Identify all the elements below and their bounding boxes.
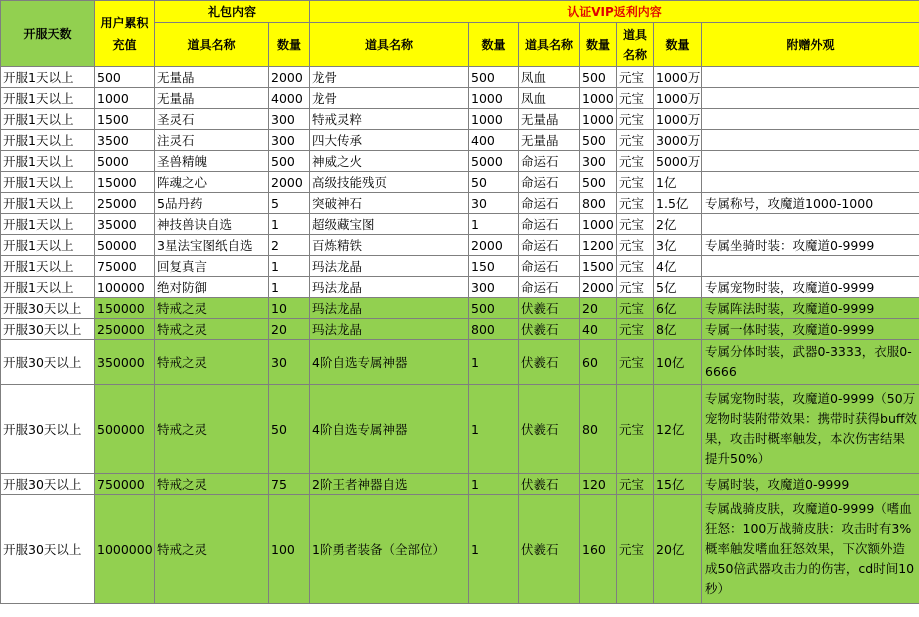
row-recharge: 350000 bbox=[95, 340, 155, 385]
row-gift-qty: 1 bbox=[269, 277, 310, 298]
row-gift-qty: 50 bbox=[269, 385, 310, 474]
row-vip2-item: 凤血 bbox=[519, 67, 580, 88]
table-row bbox=[1, 385, 919, 474]
row-vip2-item: 命运石 bbox=[519, 277, 580, 298]
table-row bbox=[1, 151, 919, 172]
row-gift-qty: 75 bbox=[269, 474, 310, 495]
row-vip2-qty: 80 bbox=[580, 385, 617, 474]
row-vip3-qty: 6亿 bbox=[654, 298, 702, 319]
row-recharge: 25000 bbox=[95, 193, 155, 214]
row-vip1-qty: 800 bbox=[469, 319, 519, 340]
row-vip2-qty: 500 bbox=[580, 67, 617, 88]
row-gift-item: 特戒之灵 bbox=[155, 385, 269, 474]
row-day: 开服30天以上 bbox=[1, 495, 95, 604]
row-day: 开服1天以上 bbox=[1, 109, 95, 130]
row-gift-qty: 100 bbox=[269, 495, 310, 604]
row-vip2-item: 命运石 bbox=[519, 256, 580, 277]
row-vip2-qty: 60 bbox=[580, 340, 617, 385]
row-vip1-item: 神威之火 bbox=[310, 151, 469, 172]
table-row bbox=[1, 474, 919, 495]
row-vip3-item: 元宝 bbox=[617, 172, 654, 193]
row-vip3-item: 元宝 bbox=[617, 193, 654, 214]
row-extra: 专属称号，攻魔道1000-1000 bbox=[702, 193, 919, 214]
row-extra bbox=[702, 88, 919, 109]
header-vip3-qty: 数量 bbox=[654, 23, 702, 67]
row-vip3-item: 元宝 bbox=[617, 277, 654, 298]
row-vip2-qty: 1000 bbox=[580, 214, 617, 235]
table-row bbox=[1, 193, 919, 214]
row-vip3-item: 元宝 bbox=[617, 235, 654, 256]
row-recharge: 5000 bbox=[95, 151, 155, 172]
header-gift-qty: 数量 bbox=[269, 23, 310, 67]
row-vip1-item: 玛法龙晶 bbox=[310, 298, 469, 319]
row-vip1-qty: 30 bbox=[469, 193, 519, 214]
row-vip2-qty: 300 bbox=[580, 151, 617, 172]
row-vip3-qty: 5亿 bbox=[654, 277, 702, 298]
row-extra: 专属阵法时装，攻魔道0-9999 bbox=[702, 298, 919, 319]
row-gift-qty: 10 bbox=[269, 298, 310, 319]
row-recharge: 1000000 bbox=[95, 495, 155, 604]
table-row bbox=[1, 109, 919, 130]
row-vip3-item: 元宝 bbox=[617, 340, 654, 385]
row-gift-item: 特戒之灵 bbox=[155, 340, 269, 385]
row-gift-item: 5品丹药 bbox=[155, 193, 269, 214]
row-day: 开服30天以上 bbox=[1, 474, 95, 495]
row-vip3-item: 元宝 bbox=[617, 319, 654, 340]
row-gift-qty: 1 bbox=[269, 214, 310, 235]
row-vip1-item: 玛法龙晶 bbox=[310, 277, 469, 298]
row-vip1-qty: 1000 bbox=[469, 109, 519, 130]
table-row bbox=[1, 495, 919, 604]
row-vip2-item: 伏羲石 bbox=[519, 385, 580, 474]
row-vip1-qty: 1000 bbox=[469, 88, 519, 109]
row-vip2-qty: 160 bbox=[580, 495, 617, 604]
row-gift-qty: 2000 bbox=[269, 172, 310, 193]
row-vip2-item: 伏羲石 bbox=[519, 319, 580, 340]
row-gift-qty: 300 bbox=[269, 130, 310, 151]
row-vip1-qty: 1 bbox=[469, 340, 519, 385]
row-gift-qty: 300 bbox=[269, 109, 310, 130]
row-day: 开服1天以上 bbox=[1, 151, 95, 172]
row-vip2-item: 无量晶 bbox=[519, 109, 580, 130]
row-gift-item: 圣兽精魄 bbox=[155, 151, 269, 172]
row-vip1-item: 百炼精铁 bbox=[310, 235, 469, 256]
table-row bbox=[1, 298, 919, 319]
row-vip2-item: 凤血 bbox=[519, 88, 580, 109]
row-vip3-item: 元宝 bbox=[617, 130, 654, 151]
table-row bbox=[1, 319, 919, 340]
row-vip2-item: 命运石 bbox=[519, 172, 580, 193]
row-vip2-item: 命运石 bbox=[519, 214, 580, 235]
row-vip2-item: 伏羲石 bbox=[519, 474, 580, 495]
header-gift-item-name: 道具名称 bbox=[155, 23, 269, 67]
header-vip1-qty: 数量 bbox=[469, 23, 519, 67]
row-vip1-qty: 1 bbox=[469, 474, 519, 495]
table-row bbox=[1, 235, 919, 256]
row-extra bbox=[702, 151, 919, 172]
header-vip3-item-name: 道具名称 bbox=[617, 23, 654, 67]
row-vip3-qty: 1000万 bbox=[654, 88, 702, 109]
row-gift-item: 3星法宝图纸自选 bbox=[155, 235, 269, 256]
row-vip3-qty: 1000万 bbox=[654, 109, 702, 130]
table-row bbox=[1, 130, 919, 151]
row-extra: 专属一体时装，攻魔道0-9999 bbox=[702, 319, 919, 340]
row-gift-qty: 1 bbox=[269, 256, 310, 277]
row-gift-item: 注灵石 bbox=[155, 130, 269, 151]
row-vip1-item: 高级技能残页 bbox=[310, 172, 469, 193]
table-body bbox=[1, 67, 919, 604]
row-vip1-item: 4阶自选专属神器 bbox=[310, 385, 469, 474]
row-recharge: 15000 bbox=[95, 172, 155, 193]
row-day: 开服1天以上 bbox=[1, 130, 95, 151]
row-gift-item: 特戒之灵 bbox=[155, 319, 269, 340]
row-extra: 专属坐骑时装：攻魔道0-9999 bbox=[702, 235, 919, 256]
row-vip3-item: 元宝 bbox=[617, 385, 654, 474]
row-vip1-item: 突破神石 bbox=[310, 193, 469, 214]
header-gift: 礼包内容 bbox=[155, 1, 310, 23]
row-vip1-item: 超级藏宝图 bbox=[310, 214, 469, 235]
row-vip1-qty: 150 bbox=[469, 256, 519, 277]
row-vip2-qty: 500 bbox=[580, 172, 617, 193]
row-vip3-item: 元宝 bbox=[617, 495, 654, 604]
row-vip1-item: 2阶王者神器自选 bbox=[310, 474, 469, 495]
row-gift-qty: 30 bbox=[269, 340, 310, 385]
row-vip3-qty: 12亿 bbox=[654, 385, 702, 474]
row-gift-qty: 2 bbox=[269, 235, 310, 256]
row-vip3-qty: 3亿 bbox=[654, 235, 702, 256]
row-vip3-qty: 20亿 bbox=[654, 495, 702, 604]
row-extra: 专属时装，攻魔道0-9999 bbox=[702, 474, 919, 495]
row-vip2-qty: 40 bbox=[580, 319, 617, 340]
row-vip2-item: 命运石 bbox=[519, 235, 580, 256]
row-vip1-item: 4阶自选专属神器 bbox=[310, 340, 469, 385]
row-vip2-qty: 1500 bbox=[580, 256, 617, 277]
row-vip3-item: 元宝 bbox=[617, 474, 654, 495]
row-vip3-qty: 1亿 bbox=[654, 172, 702, 193]
row-gift-item: 神技兽诀自选 bbox=[155, 214, 269, 235]
row-gift-qty: 2000 bbox=[269, 67, 310, 88]
row-extra bbox=[702, 214, 919, 235]
row-vip1-item: 玛法龙晶 bbox=[310, 256, 469, 277]
row-vip2-qty: 1200 bbox=[580, 235, 617, 256]
row-extra bbox=[702, 172, 919, 193]
row-vip1-qty: 1 bbox=[469, 385, 519, 474]
header-vip2-qty: 数量 bbox=[580, 23, 617, 67]
row-vip3-qty: 15亿 bbox=[654, 474, 702, 495]
row-vip1-qty: 1 bbox=[469, 214, 519, 235]
row-vip1-qty: 1 bbox=[469, 495, 519, 604]
row-recharge: 3500 bbox=[95, 130, 155, 151]
row-vip1-item: 四大传承 bbox=[310, 130, 469, 151]
row-vip2-item: 伏羲石 bbox=[519, 495, 580, 604]
table-row bbox=[1, 172, 919, 193]
row-vip3-qty: 1000万 bbox=[654, 67, 702, 88]
row-recharge: 250000 bbox=[95, 319, 155, 340]
row-recharge: 100000 bbox=[95, 277, 155, 298]
table-row bbox=[1, 277, 919, 298]
row-recharge: 35000 bbox=[95, 214, 155, 235]
row-day: 开服1天以上 bbox=[1, 67, 95, 88]
row-vip1-qty: 500 bbox=[469, 298, 519, 319]
row-recharge: 150000 bbox=[95, 298, 155, 319]
row-day: 开服1天以上 bbox=[1, 214, 95, 235]
row-vip3-item: 元宝 bbox=[617, 151, 654, 172]
row-extra: 专属宠物时装，攻魔道0-9999 bbox=[702, 277, 919, 298]
row-extra: 专属战骑皮肤，攻魔道0-9999（嗜血狂怒：100万战骑皮肤：攻击时有3%概率触发嗜血狂怒效果，下次额外造成50倍武器攻击力的伤害，cd时间10秒） bbox=[702, 495, 919, 604]
row-vip2-item: 无量晶 bbox=[519, 130, 580, 151]
row-day: 开服30天以上 bbox=[1, 340, 95, 385]
row-vip3-item: 元宝 bbox=[617, 298, 654, 319]
row-gift-qty: 20 bbox=[269, 319, 310, 340]
header-extra: 附赠外观 bbox=[702, 23, 919, 67]
row-vip1-qty: 50 bbox=[469, 172, 519, 193]
row-vip1-item: 龙骨 bbox=[310, 67, 469, 88]
row-vip1-item: 玛法龙晶 bbox=[310, 319, 469, 340]
header-vip1-item-name: 道具名称 bbox=[310, 23, 469, 67]
row-gift-qty: 500 bbox=[269, 151, 310, 172]
row-extra bbox=[702, 109, 919, 130]
row-recharge: 750000 bbox=[95, 474, 155, 495]
row-day: 开服1天以上 bbox=[1, 256, 95, 277]
row-vip3-qty: 1.5亿 bbox=[654, 193, 702, 214]
table-row bbox=[1, 88, 919, 109]
row-vip2-qty: 500 bbox=[580, 130, 617, 151]
row-day: 开服1天以上 bbox=[1, 172, 95, 193]
row-day: 开服1天以上 bbox=[1, 277, 95, 298]
row-vip1-qty: 300 bbox=[469, 277, 519, 298]
row-vip2-qty: 1000 bbox=[580, 88, 617, 109]
row-vip1-qty: 5000 bbox=[469, 151, 519, 172]
row-day: 开服1天以上 bbox=[1, 235, 95, 256]
row-gift-item: 特戒之灵 bbox=[155, 495, 269, 604]
header-vip2-item-name: 道具名称 bbox=[519, 23, 580, 67]
row-gift-qty: 4000 bbox=[269, 88, 310, 109]
row-day: 开服30天以上 bbox=[1, 298, 95, 319]
row-recharge: 1500 bbox=[95, 109, 155, 130]
row-vip3-qty: 2亿 bbox=[654, 214, 702, 235]
row-day: 开服30天以上 bbox=[1, 385, 95, 474]
row-recharge: 500000 bbox=[95, 385, 155, 474]
row-vip3-qty: 10亿 bbox=[654, 340, 702, 385]
row-vip2-qty: 20 bbox=[580, 298, 617, 319]
row-extra: 专属宠物时装，攻魔道0-9999（50万宠物时装附带效果：携带时获得buff效果，攻击时概率触发，本次伤害结果提升50%） bbox=[702, 385, 919, 474]
row-vip2-item: 命运石 bbox=[519, 193, 580, 214]
row-vip2-qty: 120 bbox=[580, 474, 617, 495]
row-vip3-item: 元宝 bbox=[617, 67, 654, 88]
row-vip1-item: 1阶勇者装备（全部位） bbox=[310, 495, 469, 604]
row-vip2-qty: 2000 bbox=[580, 277, 617, 298]
header-days: 开服天数 bbox=[1, 1, 95, 67]
row-gift-item: 无量晶 bbox=[155, 88, 269, 109]
row-extra bbox=[702, 130, 919, 151]
row-vip2-item: 伏羲石 bbox=[519, 298, 580, 319]
row-vip1-qty: 500 bbox=[469, 67, 519, 88]
row-vip3-qty: 4亿 bbox=[654, 256, 702, 277]
row-recharge: 75000 bbox=[95, 256, 155, 277]
row-extra: 专属分体时装，武器0-3333，衣服0-6666 bbox=[702, 340, 919, 385]
row-vip3-qty: 5000万 bbox=[654, 151, 702, 172]
row-vip1-qty: 400 bbox=[469, 130, 519, 151]
row-recharge: 1000 bbox=[95, 88, 155, 109]
row-day: 开服1天以上 bbox=[1, 88, 95, 109]
header-vip: 认证VIP返利内容 bbox=[310, 1, 919, 23]
row-day: 开服1天以上 bbox=[1, 193, 95, 214]
row-gift-qty: 5 bbox=[269, 193, 310, 214]
table-row bbox=[1, 340, 919, 385]
row-recharge: 50000 bbox=[95, 235, 155, 256]
row-gift-item: 阵魂之心 bbox=[155, 172, 269, 193]
table-row bbox=[1, 256, 919, 277]
row-vip1-qty: 2000 bbox=[469, 235, 519, 256]
row-recharge: 500 bbox=[95, 67, 155, 88]
row-vip3-qty: 3000万 bbox=[654, 130, 702, 151]
row-vip3-item: 元宝 bbox=[617, 88, 654, 109]
row-vip1-item: 龙骨 bbox=[310, 88, 469, 109]
row-gift-item: 圣灵石 bbox=[155, 109, 269, 130]
row-vip2-qty: 800 bbox=[580, 193, 617, 214]
row-gift-item: 特戒之灵 bbox=[155, 298, 269, 319]
table-row bbox=[1, 214, 919, 235]
row-vip2-item: 命运石 bbox=[519, 151, 580, 172]
row-vip2-qty: 1000 bbox=[580, 109, 617, 130]
row-gift-item: 无量晶 bbox=[155, 67, 269, 88]
row-vip3-qty: 8亿 bbox=[654, 319, 702, 340]
header-recharge: 用户累积充值 bbox=[95, 1, 155, 67]
row-vip3-item: 元宝 bbox=[617, 256, 654, 277]
row-gift-item: 绝对防御 bbox=[155, 277, 269, 298]
row-vip3-item: 元宝 bbox=[617, 214, 654, 235]
row-vip3-item: 元宝 bbox=[617, 109, 654, 130]
row-vip2-item: 伏羲石 bbox=[519, 340, 580, 385]
row-extra bbox=[702, 256, 919, 277]
row-gift-item: 回复真言 bbox=[155, 256, 269, 277]
table-row bbox=[1, 67, 919, 88]
row-gift-item: 特戒之灵 bbox=[155, 474, 269, 495]
row-day: 开服30天以上 bbox=[1, 319, 95, 340]
row-vip1-item: 特戒灵粹 bbox=[310, 109, 469, 130]
row-extra bbox=[702, 67, 919, 88]
